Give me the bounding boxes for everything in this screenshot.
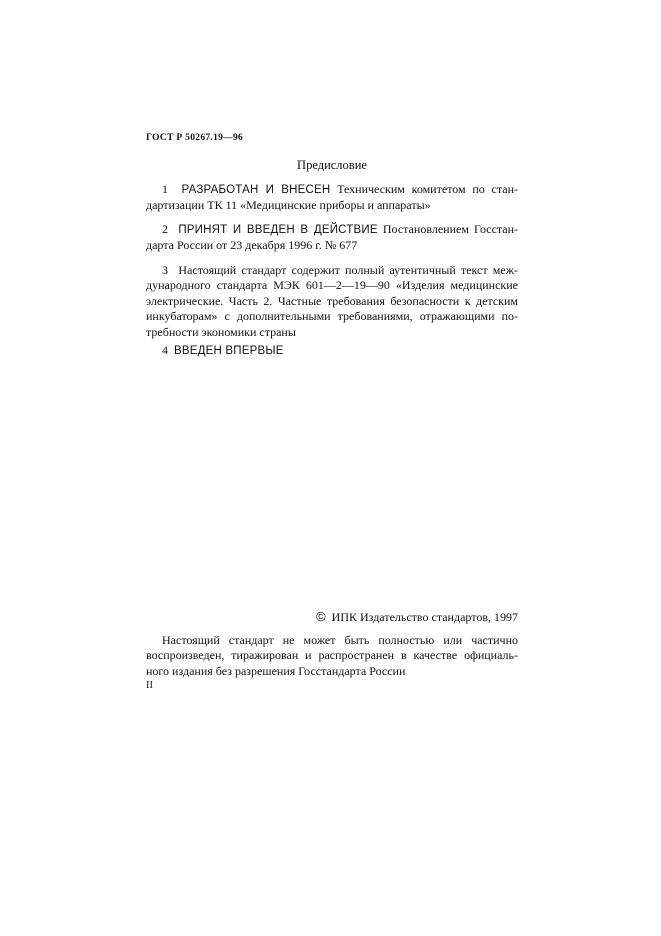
item-caps-heading: ВВЕДЕН ВПЕРВЫЕ: [174, 345, 284, 357]
item-number: 4: [162, 343, 168, 357]
item-number: 3: [162, 263, 168, 277]
notice-line-1: Настоящий стандарт не может быть полностью или частично: [162, 633, 518, 647]
foreword-item-2: [146, 222, 518, 254]
foreword-item-3: [146, 263, 518, 340]
item-caps-heading: ПРИНЯТ И ВВЕДЕН В ДЕЙСТВИЕ: [178, 224, 378, 236]
foreword-item-3-line-5: требности экономики страны: [146, 324, 296, 339]
copyright-symbol: ©: [316, 609, 326, 624]
foreword-item-3-line-3: электрические. Часть 2. Частные требования безопасности к детским: [146, 293, 518, 308]
copyright-line: [146, 609, 518, 625]
foreword-item-1-line-2: дартизации ТК 11 «Медицинские приборы и аппараты»: [146, 198, 431, 213]
foreword-item-1-line-1: [146, 182, 518, 198]
item-number: 1: [162, 182, 168, 196]
notice-line-3: ного издания без разрешения Госстандарта России: [146, 663, 406, 678]
reproduction-notice: [146, 633, 518, 679]
foreword-item-3-line-1: [146, 263, 518, 278]
foreword-item-2-line-1: [146, 222, 518, 238]
foreword-item-3-line-4: инкубаторам» с дополнительными требованиями, отражающими по-: [146, 309, 518, 324]
item-text: Техническим комитетом по стан-: [337, 182, 519, 196]
copyright-text: ИПК Издательство стандартов, 1997: [331, 610, 518, 624]
foreword-item-3-line-2: дународного стандарта МЭК 601—2—19—90 «Изделия медицинские: [146, 278, 518, 293]
foreword-item-4: [146, 343, 518, 359]
item-caps-heading: РАЗРАБОТАН И ВНЕСЕН: [181, 184, 331, 196]
item-number: 2: [162, 222, 168, 236]
document-code: ГОСТ Р 50267.19—96: [146, 133, 244, 143]
page-number: II: [146, 680, 153, 691]
item-text: Постановлением Госстан-: [382, 222, 519, 236]
foreword-title: Предисловие: [297, 158, 367, 172]
foreword-item-4-line-1: [146, 343, 518, 359]
item-text: Настоящий стандарт содержит полный аутентичный текст меж-: [178, 263, 519, 277]
foreword-item-1: [146, 182, 518, 214]
foreword-item-2-line-2: дарта России от 23 декабря 1996 г. № 677: [146, 238, 358, 253]
notice-line-2: воспроизведен, тиражирован и распространен в качестве официаль-: [146, 648, 518, 663]
